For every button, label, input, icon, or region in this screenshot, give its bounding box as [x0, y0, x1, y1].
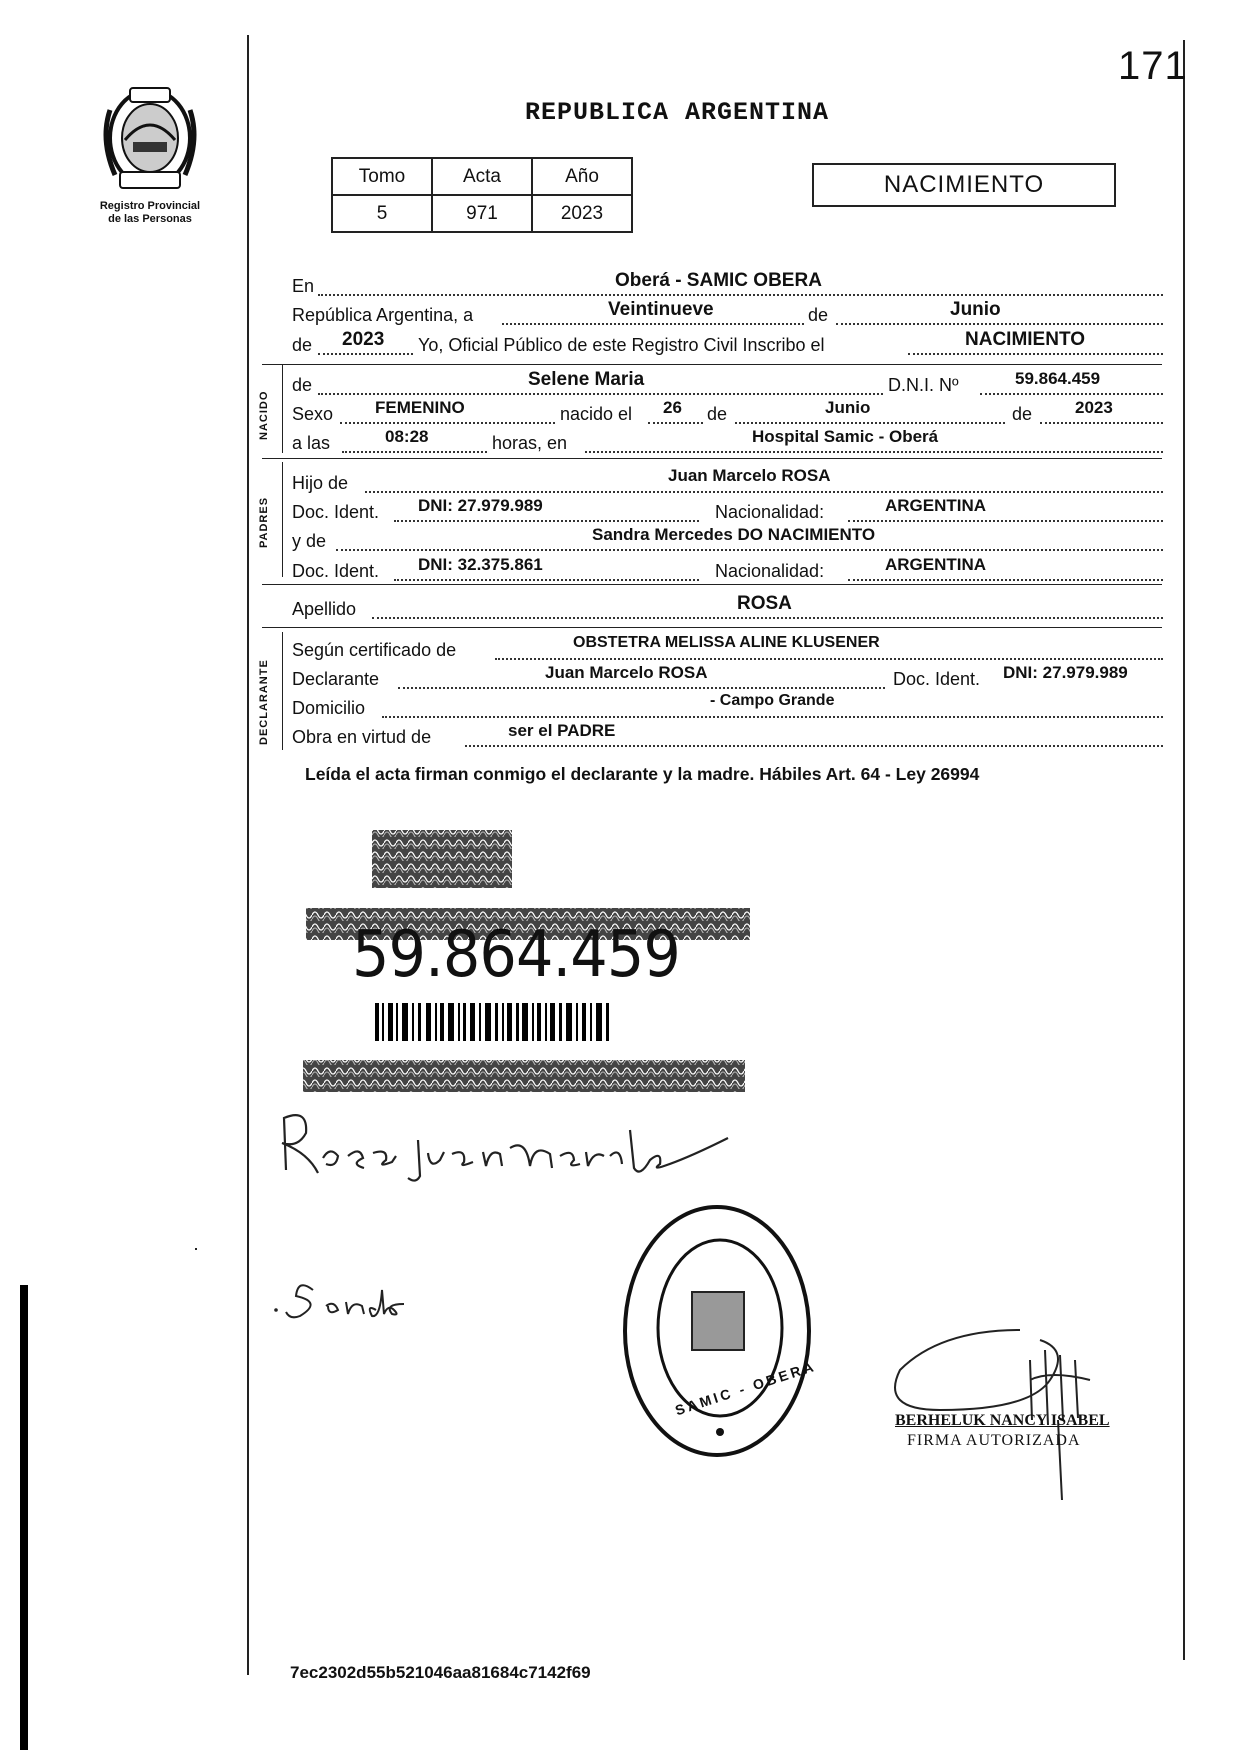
sexo-label: Sexo — [292, 404, 334, 424]
de-label-3: de — [1012, 404, 1033, 424]
birth-day: 26 — [663, 398, 682, 417]
dotted-line — [495, 658, 1163, 660]
seal-pattern — [372, 830, 512, 888]
apellido-value: ROSA — [737, 593, 792, 614]
decl-doc: DNI: 27.979.989 — [1003, 663, 1128, 682]
mark — [195, 1248, 197, 1250]
obra-label: Obra en virtud de — [292, 727, 432, 747]
dotted-line — [735, 422, 1005, 424]
nac-label: Nacionalidad: — [715, 561, 825, 581]
father-name: Juan Marcelo ROSA — [668, 466, 831, 485]
provincial-logo — [85, 80, 215, 226]
dotted-line — [342, 451, 487, 453]
cert-value: OBSTETRA MELISSA ALINE KLUSENER — [573, 634, 880, 651]
id-number: 59.864.459 — [352, 918, 680, 992]
cert-label: Según certificado de — [292, 640, 457, 660]
acta-value: 971 — [432, 195, 532, 232]
record-type-box: NACIMIENTO — [812, 163, 1116, 207]
tomo-header: Tomo — [332, 158, 432, 195]
official-signature — [880, 1310, 1130, 1500]
sexo-value: FEMENINO — [375, 398, 465, 417]
nacido-de-label: de — [292, 375, 313, 395]
de-label: de — [808, 305, 829, 325]
de-label-2: de — [707, 404, 728, 424]
apellido-label: Apellido — [292, 599, 357, 619]
scan-edge — [20, 1285, 28, 1750]
father-nationality: ARGENTINA — [885, 496, 987, 515]
official-name: BERHELUK NANCY ISABEL — [895, 1412, 1110, 1429]
acta-header: Acta — [432, 158, 532, 195]
section-divider — [262, 627, 1162, 628]
country-title: REPUBLICA ARGENTINA — [525, 98, 830, 127]
section-bracket — [282, 462, 283, 577]
mother-nationality: ARGENTINA — [885, 555, 987, 574]
seal-location: SAMIC - OBERA — [673, 1357, 818, 1419]
dotted-line — [1040, 422, 1163, 424]
day-text: Veintinueve — [608, 299, 714, 320]
closing-text: Leída el acta firman conmigo el declarante y la madre. Hábiles Art. 64 - Ley 26994 — [305, 764, 980, 784]
obra-value: ser el PADRE — [508, 721, 616, 740]
dotted-line — [318, 393, 883, 395]
official-title: FIRMA AUTORIZADA — [907, 1432, 1081, 1449]
dotted-line — [398, 687, 885, 689]
section-bracket — [282, 632, 283, 750]
declarante-label: DECLARANTE — [258, 659, 270, 745]
inscribo-value: NACIMIENTO — [965, 329, 1085, 350]
section-bracket — [282, 365, 283, 453]
document-hash: 7ec2302d55b521046aa81684c7142f69 — [290, 1663, 591, 1682]
birth-year: 2023 — [1075, 398, 1113, 417]
dotted-line — [836, 323, 1163, 325]
dotted-line — [848, 520, 1163, 522]
dotted-line — [585, 451, 1163, 453]
declarante-signature — [268, 1098, 748, 1188]
nac-label: Nacionalidad: — [715, 502, 825, 522]
padres-label: PADRES — [258, 496, 270, 548]
child-name: Selene Maria — [528, 369, 645, 390]
doc-label: Doc. Ident. — [292, 502, 380, 522]
anio-header: Año — [532, 158, 632, 195]
year-value: 2023 — [342, 329, 385, 350]
registry-seal — [620, 1200, 815, 1462]
section-divider — [262, 458, 1162, 459]
logo-caption-2: de las Personas — [108, 213, 192, 225]
logo-caption-1: Registro Provincial — [99, 200, 201, 212]
dni-label: D.N.I. Nº — [888, 375, 959, 395]
seal-emblem-icon — [692, 1292, 744, 1350]
dotted-line — [502, 323, 804, 325]
page-number: 171 — [1118, 44, 1188, 88]
dom-value: - Campo Grande — [710, 692, 835, 709]
dotted-line — [318, 353, 413, 355]
hijo-label: Hijo de — [292, 473, 349, 493]
dotted-line — [318, 294, 1163, 296]
coat-of-arms-icon — [95, 80, 205, 195]
doc-label: Doc. Ident. — [292, 561, 380, 581]
republica-label: República Argentina, a — [292, 305, 474, 325]
dotted-line — [382, 716, 1163, 718]
child-dni: 59.864.459 — [1015, 369, 1101, 388]
birth-place: Hospital Samic - Oberá — [752, 427, 939, 446]
birth-month: Junio — [825, 398, 871, 417]
right-margin-line — [1183, 40, 1185, 1660]
anio-value: 2023 — [532, 195, 632, 232]
dotted-line — [365, 491, 1163, 493]
dotted-line — [372, 617, 1163, 619]
nacido-el-label: nacido el — [560, 404, 633, 424]
dotted-line — [908, 353, 1163, 355]
dotted-line — [394, 520, 699, 522]
decl-label: Declarante — [292, 669, 380, 689]
dotted-line — [648, 422, 703, 424]
nacido-label: NACIDO — [258, 390, 270, 440]
decl-doc-label: Doc. Ident. — [893, 669, 981, 689]
en-label: En — [292, 276, 315, 296]
madre-signature — [268, 1270, 428, 1330]
dotted-line — [465, 745, 1163, 747]
pattern-band — [303, 1060, 745, 1092]
dom-label: Domicilio — [292, 698, 366, 718]
section-divider — [262, 584, 1162, 585]
dotted-line — [848, 579, 1163, 581]
horas-label: horas, en — [492, 433, 568, 453]
barcode — [375, 1003, 609, 1041]
yde-label: y de — [292, 531, 327, 551]
dotted-line — [336, 549, 1163, 551]
left-margin-line — [247, 35, 249, 1675]
en-value: Oberá - SAMIC OBERA — [615, 270, 822, 291]
inscribo-label: Yo, Oficial Público de este Registro Civil Inscribo el — [418, 335, 825, 355]
month-value: Junio — [950, 299, 1001, 320]
dotted-line — [980, 393, 1163, 395]
register-table — [331, 157, 633, 233]
section-divider — [262, 364, 1162, 365]
tomo-value: 5 — [332, 195, 432, 232]
birth-time: 08:28 — [385, 427, 429, 446]
father-doc: DNI: 27.979.989 — [418, 496, 543, 515]
dotted-line — [394, 579, 699, 581]
a-las-label: a las — [292, 433, 331, 453]
de2-label: de — [292, 335, 313, 355]
mother-doc: DNI: 32.375.861 — [418, 555, 543, 574]
decl-value: Juan Marcelo ROSA — [545, 663, 708, 682]
dotted-line — [340, 422, 555, 424]
mother-name: Sandra Mercedes DO NACIMIENTO — [592, 525, 876, 544]
